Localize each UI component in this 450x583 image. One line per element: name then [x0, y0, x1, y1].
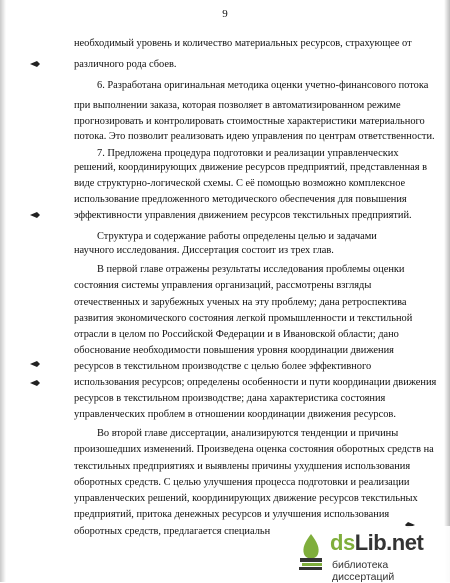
text-line: использование предложенного методического обеспечения для повышения: [74, 194, 407, 205]
text-line: произошедших изменений. Произведена оценка состояния оборотных средств на: [74, 444, 434, 455]
watermark-title[interactable]: [330, 530, 423, 556]
text-line: виде структурно-логической схемы. С её помощью возможно комплексное: [74, 178, 406, 189]
text-line: управленческих решений, координирующих движение ресурсов текстильных: [74, 493, 418, 504]
text-line: состояния системы управления организаций, рассмотрены взгляды: [74, 280, 372, 291]
text-line: использования ресурсов; определены особенности и пути координации движения: [74, 377, 437, 388]
text-line: необходимый уровень и количество материальных ресурсов, страхующее от: [74, 38, 412, 49]
scan-edge-right: [444, 0, 450, 582]
text-line: научного исследования. Диссертация состоит из трех глав.: [74, 245, 334, 256]
text-line: оборотных средств, предлагается специальн: [74, 526, 271, 537]
page-number: 9: [222, 8, 228, 20]
text-line: 6. Разработана оригинальная методика оценки учетно-финансового потока: [97, 80, 429, 91]
text-line: при выполнении заказа, которая позволяет в автоматизированном режиме: [74, 100, 401, 111]
text-line: предприятий, притока денежных ресурсов и улучшения использования: [74, 509, 390, 520]
book-stack-logo-icon: [296, 532, 326, 572]
text-line: Структура и содержание работы определены целью и задачами: [97, 231, 377, 242]
text-line: прогнозировать и контролировать стоимостные характеристики материального: [74, 116, 425, 127]
text-line: ресурсов в текстильном производстве с целью более эффективного: [74, 361, 372, 372]
text-line: текстильных предприятиях и выявлены причины ухудшения использования: [74, 461, 411, 472]
text-line: решений, координирующих движение ресурсов предприятий, представленная в: [74, 162, 428, 173]
text-line: отрасли в целом по Российской Федерации и в Ивановской области; дано: [74, 329, 399, 340]
text-line: оборотных средств. С целью улучшения процесса подготовки и реализации: [74, 477, 410, 488]
margin-mark-icon: [30, 60, 40, 68]
margin-mark-icon: [30, 360, 40, 368]
text-line: различного рода сбоев.: [74, 59, 177, 70]
text-line: Во второй главе диссертации, анализируются тенденции и причины: [97, 428, 399, 439]
margin-mark-icon: [30, 379, 40, 387]
watermark-subtitle: библиотека диссертаций: [332, 559, 395, 583]
text-line: ресурсов в текстильном производстве; дана характеристика состояния: [74, 393, 386, 404]
text-line: В первой главе отражены результаты исследования проблемы оценки: [97, 264, 405, 275]
text-line: 7. Предложена процедура подготовки и реализации управленческих: [97, 148, 399, 159]
margin-mark-icon: [30, 211, 40, 219]
watermark-title-part2: Lib.net: [354, 530, 424, 555]
text-line: управленческих проблем в отношении координации движения ресурсов.: [74, 409, 396, 420]
text-line: эффективности управления движением ресурсов текстильных предприятий.: [74, 210, 412, 221]
text-line: отечественных и зарубежных ученых на эту проблему; дана ретроспектива: [74, 297, 407, 308]
text-line: развития экономического состояния легкой промышленности и текстильной: [74, 313, 413, 324]
text-line: обоснование необходимости повышения уровня координации движения: [74, 345, 394, 356]
watermark-title-part1: ds: [330, 530, 355, 555]
text-line: потока. Это позволит реализовать идею управления по центрам ответственности.: [74, 131, 435, 142]
scan-edge-left: [0, 0, 6, 582]
